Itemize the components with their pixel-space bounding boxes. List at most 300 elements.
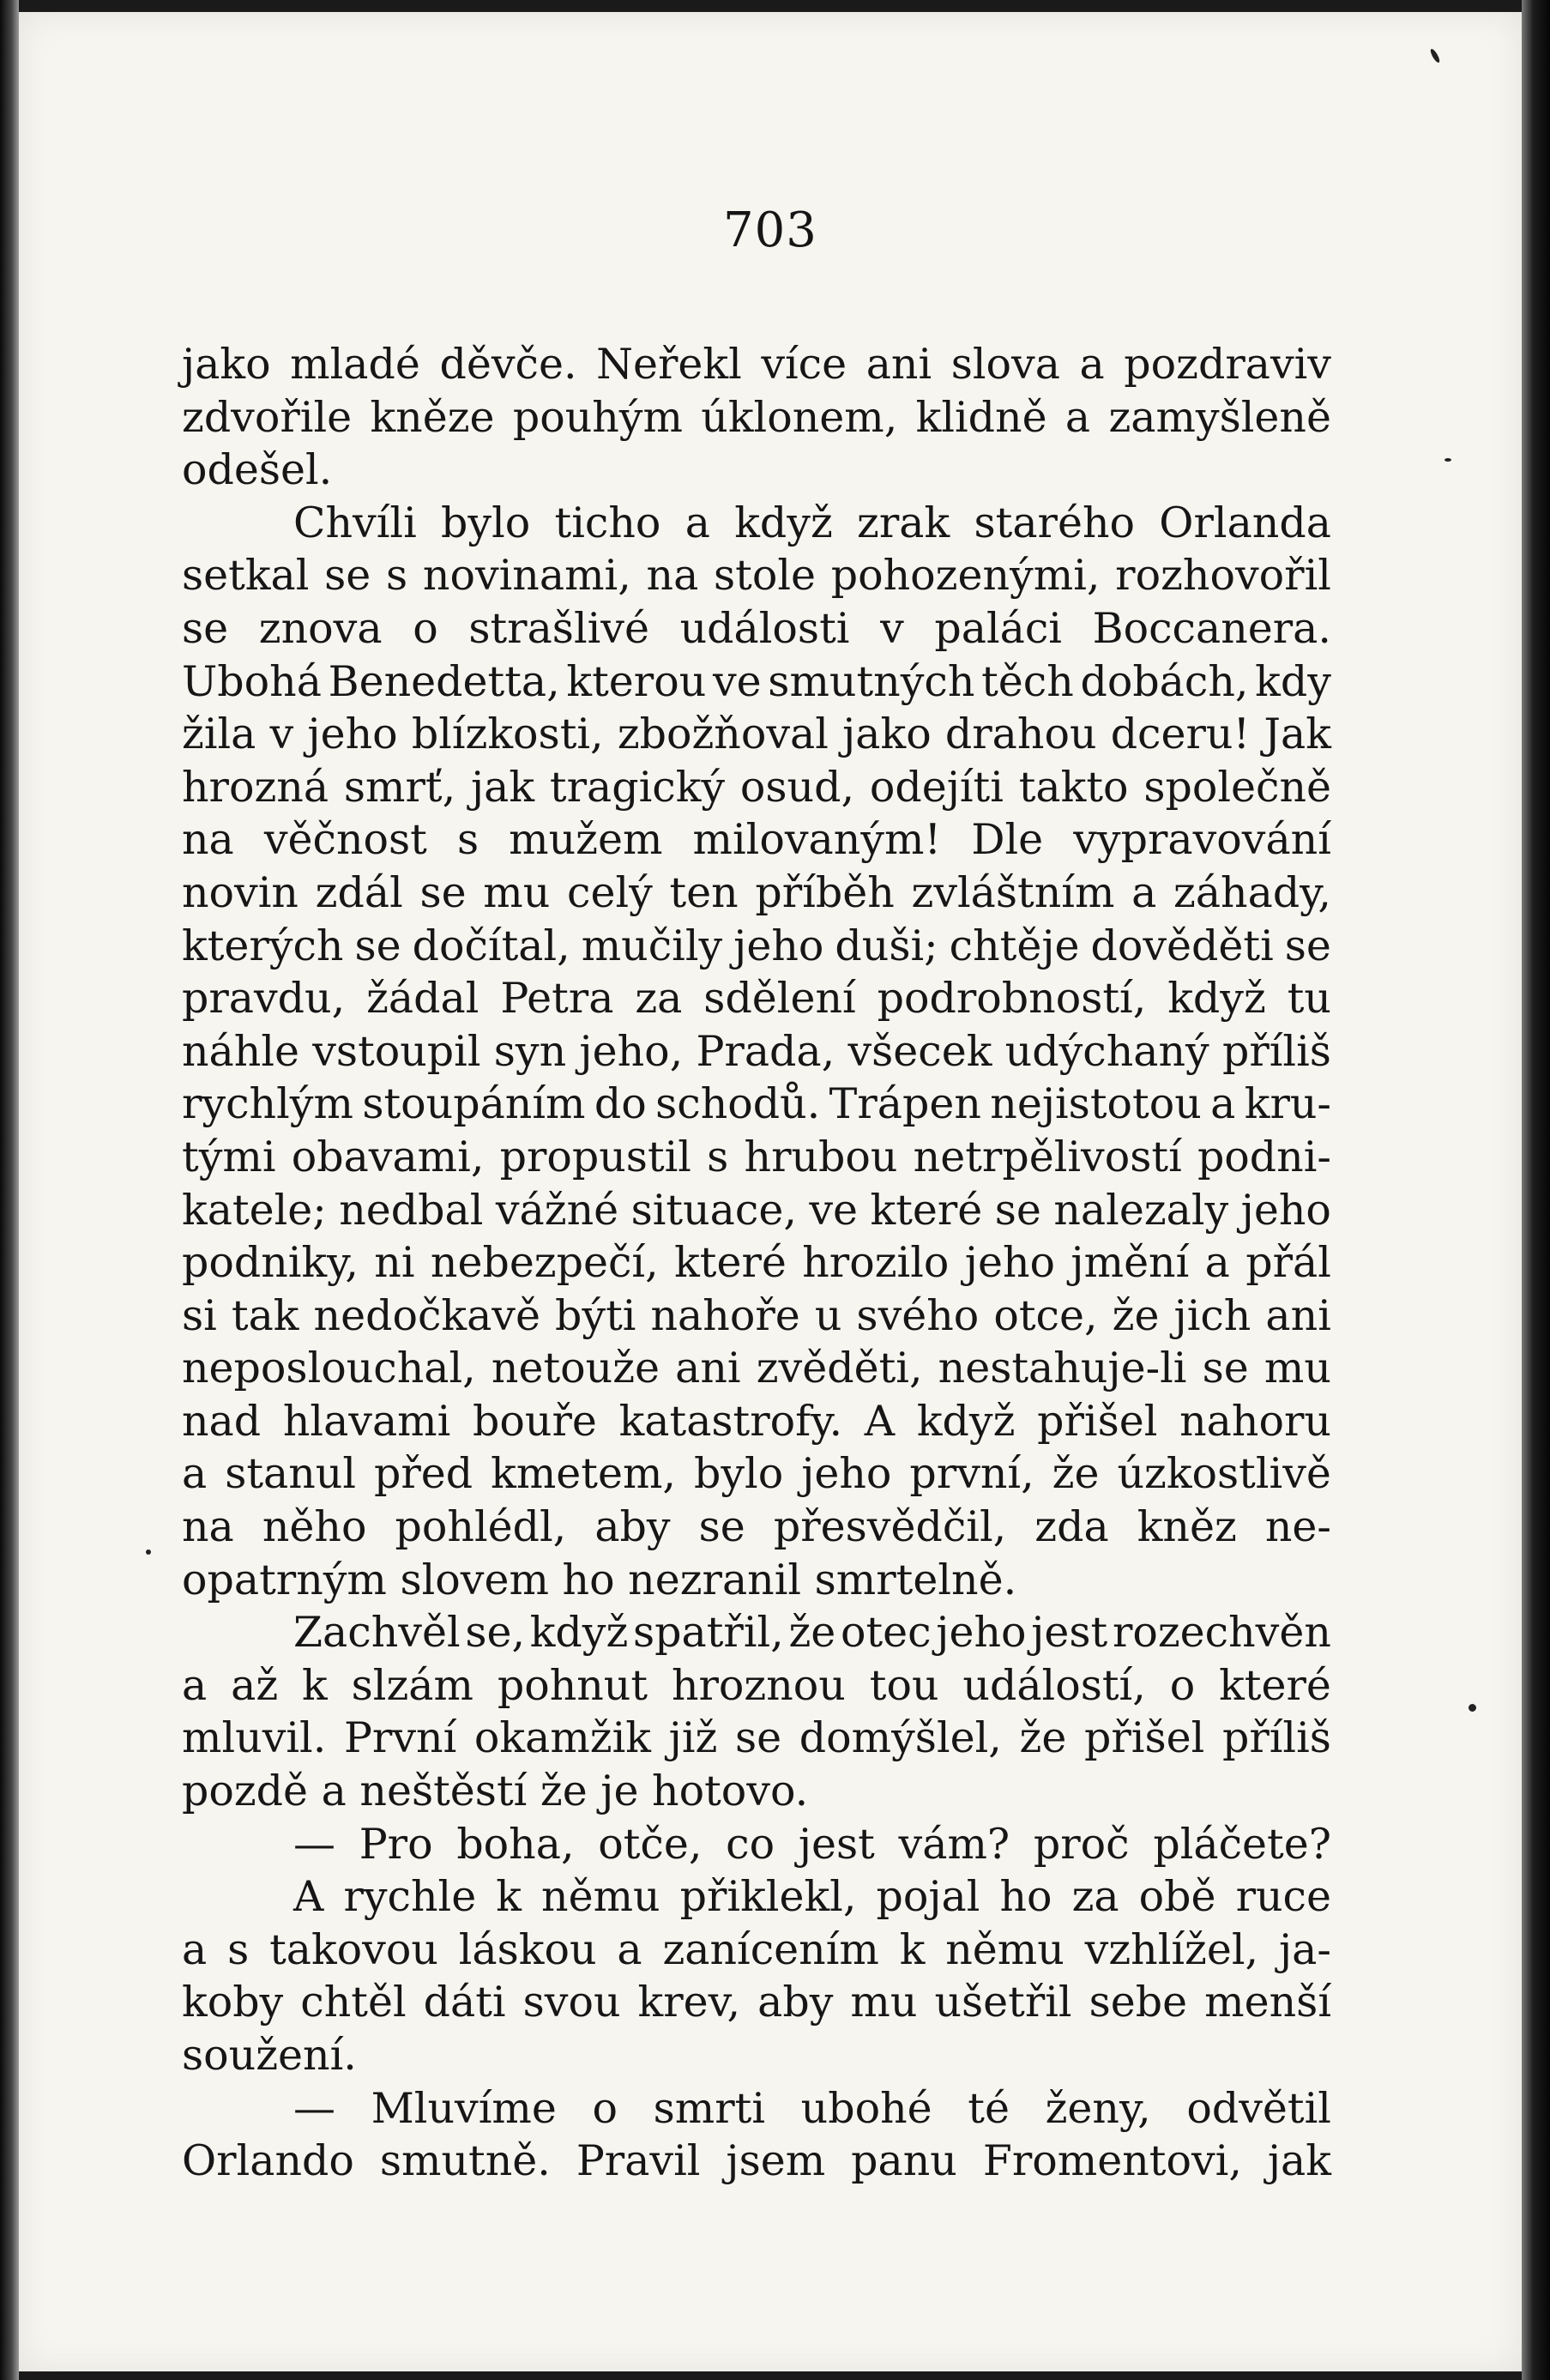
word: ni (374, 1238, 415, 1288)
word: Boccanera. (1092, 603, 1331, 653)
text-line-content: odešel. (182, 445, 333, 495)
text-line (182, 1447, 1331, 1501)
text-line (182, 1818, 1331, 1871)
word: smrť, (343, 762, 456, 812)
word: nedočkavě (313, 1290, 540, 1340)
word: Orlando (182, 2136, 354, 2186)
word: na (182, 815, 234, 865)
word: znova (258, 603, 383, 653)
word: se (354, 921, 401, 970)
word: ani (675, 1344, 741, 1393)
word: mu (1264, 1344, 1331, 1393)
word: nahoru (1179, 1396, 1331, 1446)
word: rychlým (182, 1079, 353, 1129)
word: svou (522, 1978, 621, 2027)
word: odejíti (869, 762, 1004, 812)
text-line (182, 1078, 1331, 1131)
word: svého (856, 1290, 980, 1340)
word: v (269, 710, 294, 759)
word: bouře (473, 1396, 597, 1446)
word: ušetřil (934, 1978, 1072, 2027)
word: blízkosti, (411, 710, 604, 759)
word: nejistotou (990, 1079, 1202, 1129)
word: smutných (768, 656, 975, 706)
word: chtěje (949, 921, 1080, 970)
word: aby (757, 1978, 834, 2027)
word: přesvědčil, (773, 1502, 1007, 1552)
word: tými (182, 1132, 276, 1181)
word: s (227, 1924, 250, 1974)
word: že (1019, 1713, 1067, 1763)
word: na (646, 551, 699, 601)
body-text (182, 338, 1331, 2188)
text-line (182, 444, 1331, 497)
word: Chvíli (293, 498, 417, 547)
word: koby (182, 1978, 284, 2027)
word: slova (950, 340, 1060, 389)
word: hrozná (182, 762, 329, 812)
word: přišel (1084, 1713, 1205, 1763)
word: katele; (182, 1185, 327, 1235)
text-line (182, 708, 1331, 761)
word: Petra (500, 974, 614, 1024)
word: jeho (1240, 1185, 1331, 1235)
word: o (1169, 1660, 1196, 1710)
word: otce, (993, 1290, 1098, 1340)
text-line (182, 2135, 1331, 2188)
word: udýchaný (1004, 1026, 1209, 1076)
word: A (293, 1872, 324, 1922)
word: kněz (1137, 1502, 1237, 1552)
book-page (19, 12, 1522, 2371)
word: drahou (944, 710, 1097, 759)
word: pojal (876, 1872, 980, 1922)
word: příběh (755, 867, 895, 917)
word: němu (945, 1924, 1064, 1974)
text-line-content: soužení. (182, 2031, 357, 2080)
word: hlavami (282, 1396, 451, 1446)
word: zanícením (662, 1924, 879, 1974)
word: ani (865, 340, 932, 389)
word: se, (465, 1608, 526, 1658)
word: kněze (370, 392, 495, 442)
word: mu (483, 867, 551, 917)
word: žádal (366, 974, 479, 1024)
scan-speck (1469, 1704, 1476, 1712)
word: k (496, 1872, 522, 1922)
word: vám? (898, 1819, 1010, 1869)
text-line (182, 1554, 1331, 1607)
word: aby (594, 1502, 671, 1552)
word: před (374, 1449, 473, 1499)
word: že (788, 1608, 836, 1658)
text-line (182, 1184, 1331, 1237)
word: Neřekl (596, 340, 742, 389)
word: propustil (499, 1132, 691, 1181)
word: celý (567, 867, 653, 917)
word: zamyšleně (1108, 392, 1331, 442)
word: láskou (458, 1924, 597, 1974)
word: jako (842, 710, 932, 759)
word: nad (182, 1396, 262, 1446)
word: o (413, 603, 438, 653)
word: menší (1204, 1978, 1331, 2027)
word: se (1202, 1344, 1249, 1393)
word: dočítal, (412, 921, 570, 970)
word: s (707, 1132, 729, 1181)
word: když (734, 498, 833, 547)
text-line (182, 391, 1331, 444)
word: — (293, 1819, 335, 1869)
word: děvče. (439, 340, 577, 389)
text-line (182, 1131, 1331, 1184)
word: kterou (566, 656, 707, 706)
word: ten (669, 867, 739, 917)
word: smrti (653, 2083, 766, 2133)
word: takovou (269, 1924, 438, 1974)
text-line (182, 497, 1331, 550)
word: sebe (1089, 1978, 1188, 2027)
word: jest (798, 1819, 875, 1869)
word: za (635, 974, 683, 1024)
word: o (592, 2083, 618, 2133)
word: zvěděti, (756, 1344, 923, 1393)
word: pohozenými, (830, 551, 1101, 601)
word: Trápen (829, 1079, 981, 1129)
word: podniky, (182, 1238, 359, 1288)
word: které (870, 1185, 983, 1235)
word: kterých (182, 921, 344, 970)
word: žila (182, 710, 256, 759)
word: mladé (290, 340, 420, 389)
word: ani (1265, 1290, 1331, 1340)
word: vstoupil (312, 1026, 481, 1076)
text-line (182, 1870, 1331, 1924)
word: když (529, 1608, 629, 1658)
text-line (182, 867, 1331, 920)
word: bylo (441, 498, 531, 547)
word: příliš (1221, 1026, 1331, 1076)
word: k (899, 1924, 926, 1974)
word: a (617, 1924, 642, 1974)
word: domýšlel, (799, 1713, 1002, 1763)
word: jmění (1071, 1238, 1190, 1288)
word: rozhovořil (1115, 551, 1331, 601)
word: nalezaly (1053, 1185, 1229, 1235)
word: jeho (307, 710, 398, 759)
text-line (182, 2029, 1331, 2082)
text-line (182, 1025, 1331, 1078)
word: se (419, 867, 467, 917)
word: dáti (423, 1978, 506, 2027)
left-page-edge (0, 0, 19, 2380)
word: s (386, 551, 408, 601)
word: paláci (934, 603, 1062, 653)
word: jeho (936, 1608, 1027, 1658)
word: okamžik (473, 1713, 651, 1763)
word: takto (1018, 762, 1129, 812)
word: úklonem, (701, 392, 898, 442)
word: až (231, 1660, 279, 1710)
word: že (1052, 1449, 1100, 1499)
word: a (182, 1449, 208, 1499)
word: když (1167, 974, 1266, 1024)
word: Mluvíme (371, 2083, 557, 2133)
text-line (182, 1765, 1331, 1818)
word: příliš (1221, 1713, 1331, 1763)
word: se (994, 1185, 1041, 1235)
word: jeho (801, 1449, 892, 1499)
word: Ubohá (182, 656, 322, 706)
word: klidně (915, 392, 1047, 442)
word: co (726, 1819, 775, 1869)
word: když (916, 1396, 1016, 1446)
word: nestahuje-li (938, 1344, 1187, 1393)
word: býti (555, 1290, 636, 1340)
text-line (182, 1236, 1331, 1290)
word: Prada, (696, 1026, 835, 1076)
word: k (302, 1660, 328, 1710)
scan-mark (1429, 48, 1441, 64)
word: smutně. (379, 2136, 551, 2186)
word: strašlivé (468, 603, 649, 653)
word: otec (840, 1608, 932, 1658)
word: osud, (739, 762, 855, 812)
word: novin (182, 867, 299, 917)
word: jeho (964, 1238, 1056, 1288)
word: netouže (491, 1344, 660, 1393)
word: pohlédl, (395, 1502, 567, 1552)
word: sdělení (703, 974, 856, 1024)
word: spatřil, (632, 1608, 784, 1658)
word: pohnut (497, 1660, 648, 1710)
word: schodů. (655, 1079, 821, 1129)
word: bylo (693, 1449, 784, 1499)
word: ženy, (1045, 2083, 1151, 2133)
word: více (761, 340, 847, 389)
word: se (324, 551, 371, 601)
word: rozechvěn (1112, 1608, 1331, 1658)
word: pozdraviv (1124, 340, 1331, 389)
word: zbožňoval (617, 710, 829, 759)
word: dověděti (1090, 921, 1274, 970)
text-line-content: opatrným slovem ho nezranil smrtelně. (182, 1555, 1017, 1604)
word: společně (1143, 762, 1331, 812)
text-line (182, 1290, 1331, 1343)
word: do (594, 1079, 647, 1129)
word: zda (1034, 1502, 1109, 1552)
word: krev, (637, 1978, 741, 2027)
word: boha, (456, 1819, 575, 1869)
word: tragický (549, 762, 726, 812)
text-line (182, 2082, 1331, 2135)
word: mu (850, 1978, 918, 2027)
word: si (182, 1290, 217, 1340)
word: hroznou (671, 1660, 846, 1710)
page-number: 703 (723, 202, 817, 258)
word: těch (981, 656, 1074, 706)
text-line (182, 1659, 1331, 1713)
word: vzhlížel, (1084, 1924, 1259, 1974)
word: událostí, (962, 1660, 1146, 1710)
word: obavami, (291, 1132, 485, 1181)
word: stanul (225, 1449, 357, 1499)
word: a (182, 1660, 208, 1710)
word: za (1071, 1872, 1119, 1922)
word: ubohé (800, 2083, 932, 2133)
word: první, (909, 1449, 1034, 1499)
word: že (1112, 1290, 1160, 1340)
word: na (182, 1502, 234, 1552)
word: pouhým (512, 392, 683, 442)
word: úzkostlivě (1117, 1449, 1331, 1499)
word: náhle (182, 1026, 299, 1076)
word: záhady, (1173, 867, 1331, 917)
word: stole (714, 551, 817, 601)
word: pláčete? (1153, 1819, 1331, 1869)
word: První (343, 1713, 457, 1763)
word: kru- (1244, 1079, 1331, 1129)
text-line-content: pozdě a neštěstí že je hotovo. (182, 1767, 809, 1816)
word: a (1064, 392, 1091, 442)
word: a (685, 498, 710, 547)
word: a (1204, 1238, 1230, 1288)
word: u (814, 1290, 842, 1340)
text-line (182, 1501, 1331, 1554)
word: hrubou (744, 1132, 898, 1181)
word: jich (1173, 1290, 1251, 1340)
word: se (182, 603, 229, 653)
word: podni- (1197, 1132, 1331, 1181)
word: dobách, (1080, 656, 1249, 706)
word: jsem (726, 2136, 826, 2186)
text-line (182, 1712, 1331, 1765)
word: vypravování (1073, 815, 1331, 865)
word: Benedetta, (328, 656, 560, 706)
word: A (864, 1396, 896, 1446)
word: tou (869, 1660, 939, 1710)
word: nedbal (339, 1185, 484, 1235)
scan-speck (1444, 458, 1451, 462)
text-line (182, 761, 1331, 814)
word: mučily (581, 921, 723, 970)
word: přiklekl, (679, 1872, 857, 1922)
word: mužem (509, 815, 663, 865)
text-line (182, 655, 1331, 709)
word: stoupáním (362, 1079, 586, 1129)
word: nebezpečí, (430, 1238, 659, 1288)
word: Zachvěl (293, 1608, 461, 1658)
word: jeho, (579, 1026, 684, 1076)
word: duši; (835, 921, 938, 970)
word: ja- (1278, 1924, 1331, 1974)
word: tu (1287, 974, 1331, 1024)
word: Fromentovi, (982, 2136, 1242, 2186)
word: jak (470, 762, 535, 812)
word: s (456, 815, 479, 865)
text-line (182, 1976, 1331, 2029)
word: té (968, 2083, 1010, 2133)
word: již (668, 1713, 718, 1763)
text-line (182, 1924, 1331, 1977)
text-line (182, 1606, 1331, 1659)
word: něho (262, 1502, 367, 1552)
text-line (182, 813, 1331, 867)
text-line (182, 1342, 1331, 1395)
word: zvláštním (911, 867, 1115, 917)
word: přišel (1037, 1396, 1158, 1446)
text-line (182, 1395, 1331, 1448)
word: a (1131, 867, 1157, 917)
word: ticho (554, 498, 661, 547)
text-line (182, 549, 1331, 602)
word: obě (1138, 1872, 1216, 1922)
word: Pro (359, 1819, 433, 1869)
word: Dle (971, 815, 1044, 865)
word: odvětil (1186, 2083, 1331, 2133)
text-line (182, 338, 1331, 391)
word: zdál (315, 867, 403, 917)
word: se (734, 1713, 782, 1763)
word: rychle (343, 1872, 477, 1922)
word: ve (809, 1185, 859, 1235)
word: v (880, 603, 904, 653)
word: chtěl (300, 1978, 407, 2027)
word: kdy (1255, 656, 1331, 706)
word: jak (1267, 2136, 1331, 2186)
word: mluvil. (182, 1713, 327, 1763)
word: ne- (1264, 1502, 1331, 1552)
word: situace, (630, 1185, 797, 1235)
word: přál (1245, 1238, 1331, 1288)
word: kmetem, (491, 1449, 677, 1499)
word: němu (541, 1872, 660, 1922)
word: zrak (857, 498, 950, 547)
word: a (1210, 1079, 1236, 1129)
right-page-edge (1522, 0, 1550, 2380)
word: podrobností, (877, 974, 1147, 1024)
word: jako (182, 340, 271, 389)
word: setkal (182, 551, 310, 601)
word: proč (1033, 1819, 1130, 1869)
word: se (1284, 921, 1331, 970)
word: jeho (733, 921, 824, 970)
word: Pravil (576, 2136, 701, 2186)
word: starého (974, 498, 1136, 547)
word: pravdu, (182, 974, 346, 1024)
word: a (182, 1924, 208, 1974)
word: otče, (598, 1819, 703, 1869)
word: panu (851, 2136, 957, 2186)
word: ruce (1235, 1872, 1331, 1922)
word: neposlouchal, (182, 1344, 476, 1393)
word: slzám (351, 1660, 473, 1710)
word: — (293, 2083, 335, 2133)
word: Jak (1264, 710, 1331, 759)
word: všecek (847, 1026, 992, 1076)
word: milovaným! (692, 815, 942, 865)
word: syn (493, 1026, 567, 1076)
text-line (182, 602, 1331, 655)
word: zdvořile (182, 392, 353, 442)
word: a (1079, 340, 1105, 389)
word: se (698, 1502, 745, 1552)
word: hrozilo (802, 1238, 950, 1288)
word: dceru! (1110, 710, 1251, 759)
word: ve (712, 656, 762, 706)
word: tak (231, 1290, 299, 1340)
scan-speck (146, 1549, 151, 1555)
